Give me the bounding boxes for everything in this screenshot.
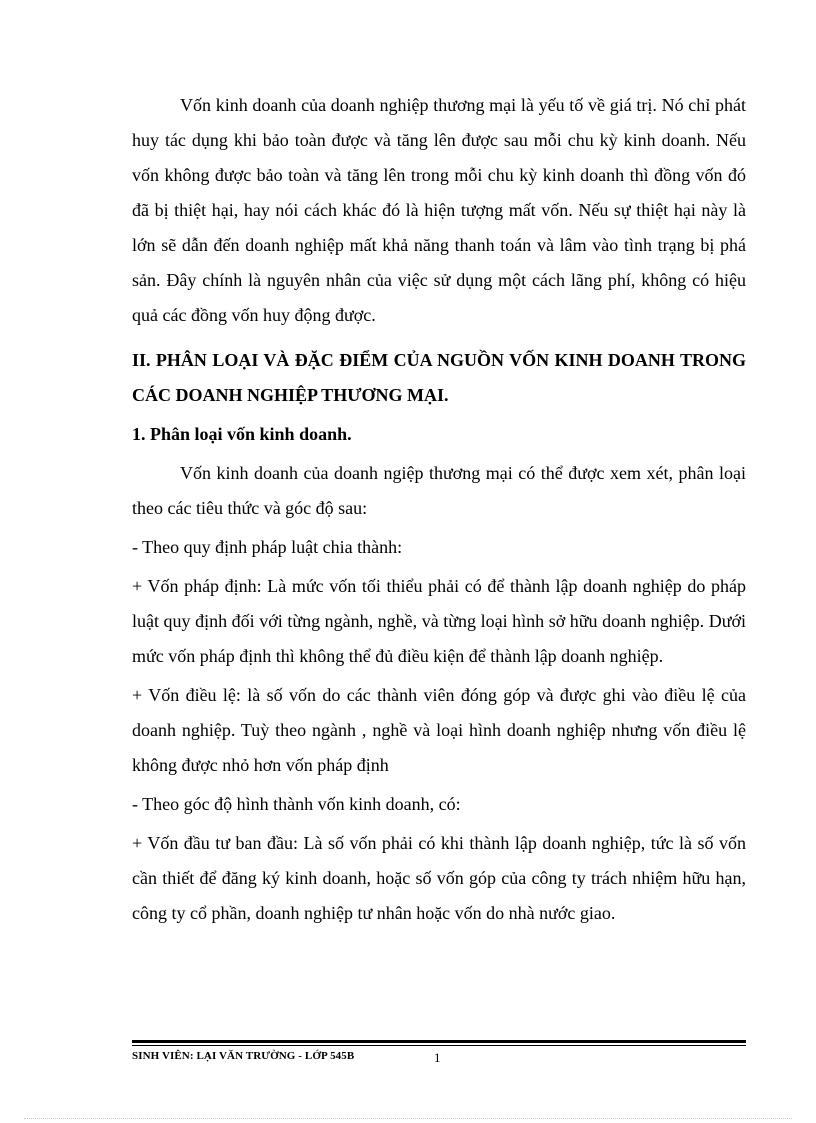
page-bottom-divider [24, 1118, 792, 1119]
list-item-charter-capital: + Vốn điều lệ: là số vốn do các thành viên đóng góp và được ghi vào điều lệ của doanh nghiệp. Tuỳ theo ngành , nghề và loại hình doanh nghiệp nhưng vốn điều lệ không được nhỏ hơn vốn pháp định [132, 685, 746, 775]
paragraph-intro: Vốn kinh doanh của doanh ngiệp thương mại có thể được xem xét, phân loại theo các tiêu thức và góc độ sau: [132, 463, 746, 518]
footer-rule-thick [132, 1040, 746, 1043]
footer-rule-thin [132, 1045, 746, 1046]
document-body [132, 88, 746, 931]
list-item-law: - Theo quy định pháp luật chia thành: [132, 537, 403, 557]
paragraph-capital-value: Vốn kinh doanh của doanh nghiệp thương mại là yếu tố về giá trị. Nó chỉ phát huy tác dụng khi bảo toàn được và tăng lên được sau mỗi chu kỳ kinh doanh. Nếu vốn không được bảo toàn và tăng lên trong mỗi chu kỳ kinh doanh thì đồng vốn đó đã bị thiệt hại, hay nói cách khác đó là hiện tượng mất vốn. Nếu sự thiệt hại này là lớn sẽ dẫn đến doanh nghiệp mất khả năng thanh toán và lâm vào tình trạng bị phá sản. Đây chính là nguyên nhân của việc sử dụng một cách lãng phí, không có hiệu quả các đồng vốn huy động được. [132, 95, 746, 325]
subsection-heading: 1. Phân loại vốn kinh doanh. [132, 424, 352, 444]
footer-author: SINH VIÊN: LẠI VĂN TRƯỜNG - LỚP 545B [132, 1050, 355, 1062]
page-number: 1 [434, 1050, 441, 1065]
list-item-formation: - Theo góc độ hình thành vốn kinh doanh, có: [132, 794, 461, 814]
section-heading: II. PHÂN LOẠI VÀ ĐẶC ĐIỂM CỦA NGUỒN VỐN KINH DOANH TRONG CÁC DOANH NGHIỆP THƯƠNG MẠI. [132, 350, 746, 405]
list-item-initial-capital: + Vốn đầu tư ban đầu: Là số vốn phải có khi thành lập doanh nghiệp, tức là số vốn cần thiết để đăng ký kinh doanh, hoặc số vốn góp của công ty trách nhiệm hữu hạn, công ty cổ phần, doanh nghiệp tư nhân hoặc vốn do nhà nước giao. [132, 833, 746, 923]
list-item-legal-capital: + Vốn pháp định: Là mức vốn tối thiểu phải có để thành lập doanh nghiệp do pháp luật quy định đối với từng ngành, nghề, và từng loại hình sở hữu doanh nghiệp. Dưới mức vốn pháp định thì không thể đủ điều kiện để thành lập doanh nghiệp. [132, 576, 746, 666]
